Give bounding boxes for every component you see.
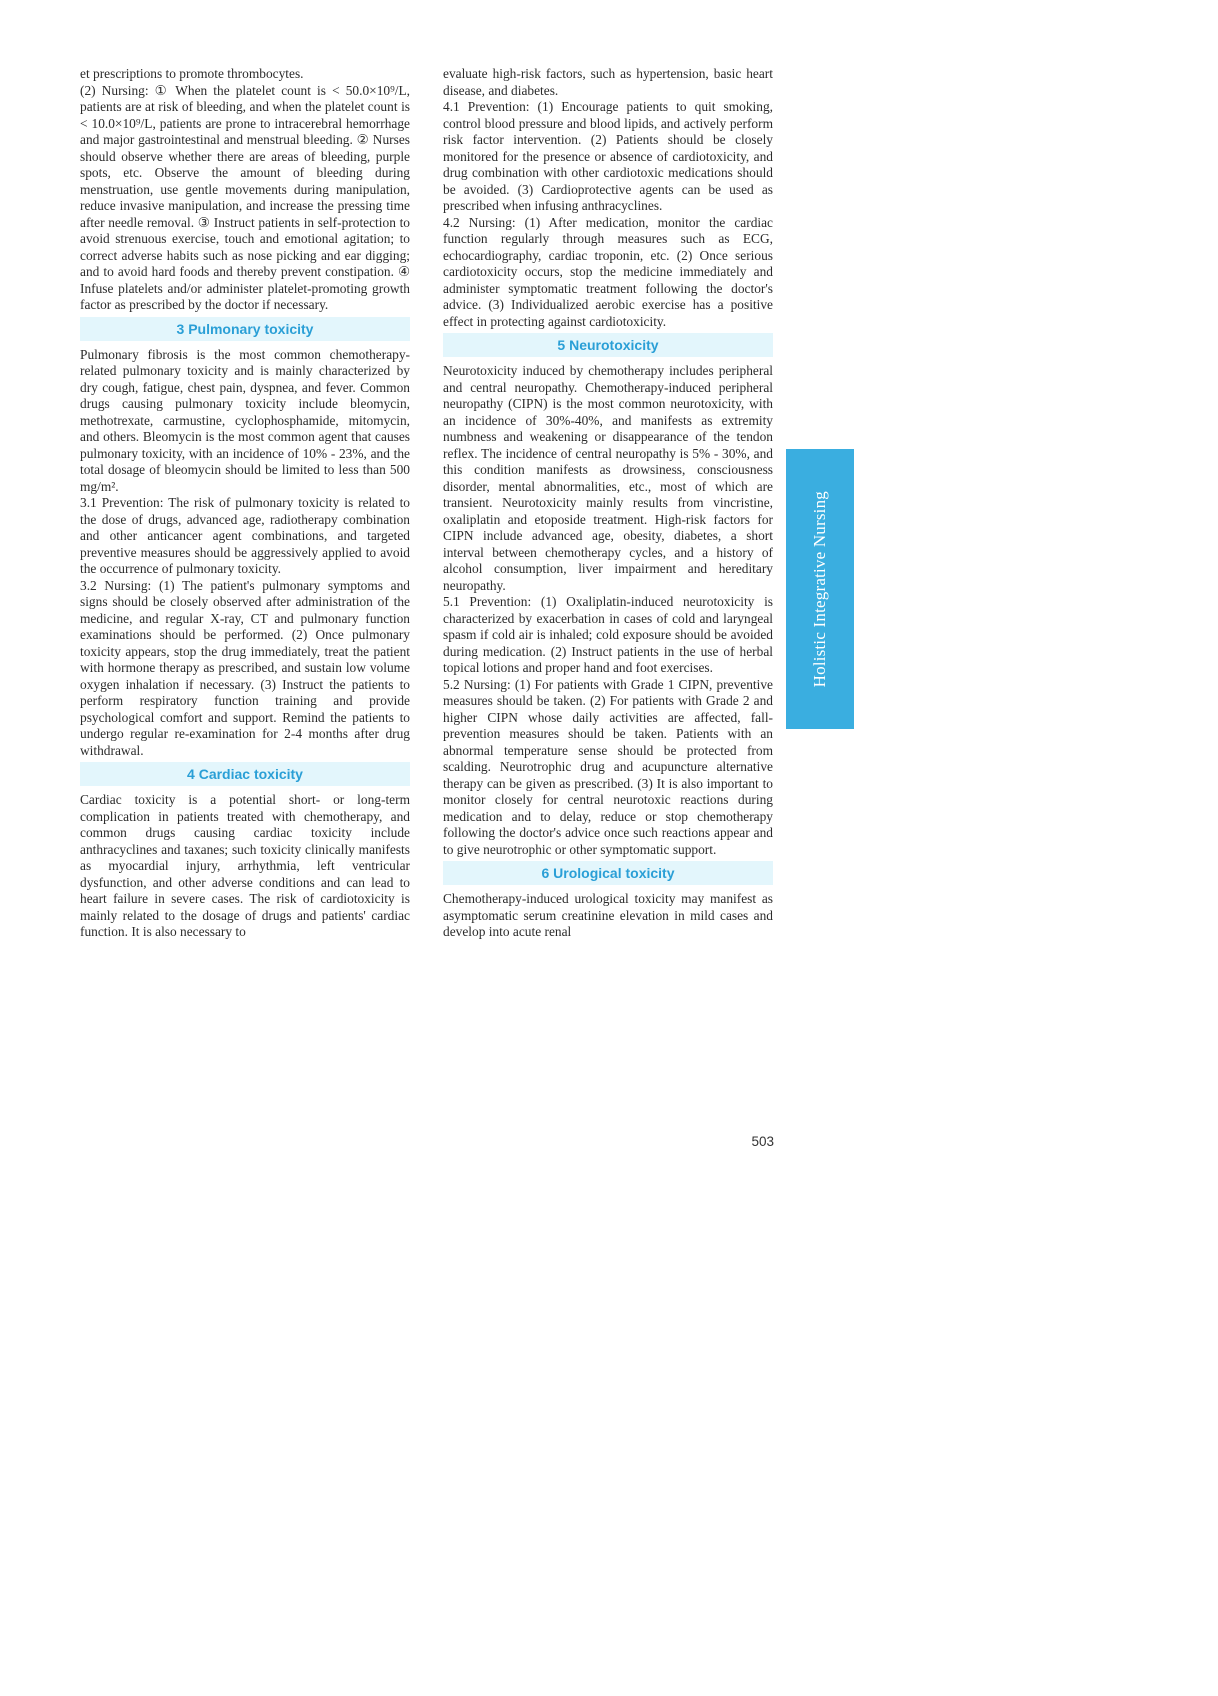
paragraph-pulmonary-prevention: 3.1 Prevention: The risk of pulmonary toxicity is related to the dose of drugs, advanced age, radiotherapy combination and other anticancer agent combinations, and targeted preventive measures should be aggressively applied to avoid the occurrence of pulmonary toxicity. — [80, 495, 410, 576]
section-heading-pulmonary-toxicity: 3 Pulmonary toxicity — [80, 317, 410, 341]
section-heading-cardiac-toxicity: 4 Cardiac toxicity — [80, 762, 410, 786]
paragraph-thrombocytes: et prescriptions to promote thrombocytes. — [80, 66, 304, 81]
paragraph-cardiac-nursing: 4.2 Nursing: (1) After medication, monitor the cardiac function regularly through measures such as ECG, echocardiography, cardiac troponin, etc. (2) Once serious cardiotoxicity occurs, stop the medicine immediately and administer symptomatic treatment following the doctor's advice. (3) Individualized aerobic exercise has a positive effect in protecting against cardiotoxicity. — [443, 214, 773, 329]
section-heading-urological-toxicity: 6 Urological toxicity — [443, 861, 773, 885]
paragraph-cardiac-risk: evaluate high-risk factors, such as hypertension, basic heart disease, and diabetes. — [443, 66, 773, 98]
paragraph-pulmonary-nursing: 3.2 Nursing: (1) The patient's pulmonary symptoms and signs should be closely observed after administration of the medicine, and regular X-ray, CT and pulmonary function examinations should be performed. (2) Once pulmonary toxicity appears, stop the drug immediately, treat the patient with hormone therapy as prescribed, and sustain low volume oxygen inhalation if necessary. (3) Instruct the patients to perform respiratory function training and provide psychological comfort and support. Remind the patients to undergo regular re-examination for 2-4 months after drug withdrawal. — [80, 577, 410, 758]
paragraph-cardiac-intro: Cardiac toxicity is a potential short- or long-term complication in patients treated with chemotherapy, and common drugs causing cardiac toxicity include anthracyclines and taxanes; such toxicity clinically manifests as myocardial injury, arrhythmia, left ventricular dysfunction, and other adverse conditions and can lead to heart failure in severe cases. The risk of cardiotoxicity is mainly related to the dosage of drugs and patients' cardiac function. It is also necessary to — [80, 792, 410, 939]
paragraph-platelet-nursing: (2) Nursing: ① When the platelet count is < 50.0×10⁹/L, patients are at risk of bleeding, and when the platelet count is < 10.0×10⁹/L, patients are prone to intracerebral hemorrhage and major gastrointestinal and menstrual bleeding. ② Nurses should observe whether there are areas of bleeding, purple spots, etc. Observe the amount of bleeding during menstruation, use gentle movements during manipulation, reduce invasive manipulation, and increase the pressing time after needle removal. ③ Instruct patients in self-protection to avoid strenuous exercise, touch and emotional agitation; to correct adverse habits such as nose picking and ear digging; and to avoid hard foods and thereby prevent constipation. ④ Infuse platelets and/or administer platelet-promoting growth factor as prescribed by the doctor if necessary. — [80, 82, 410, 312]
section-heading-neurotoxicity: 5 Neurotoxicity — [443, 333, 773, 357]
paragraph-cardiac-prevention: 4.1 Prevention: (1) Encourage patients to quit smoking, control blood pressure and blood lipids, and actively perform risk factor intervention. (2) Patients should be closely monitored for the presence or absence of cardiotoxicity, and drug combination with other cardiotoxic medications should be avoided. (3) Cardioprotective agents can be used as prescribed when infusing anthracyclines. — [443, 99, 773, 213]
paragraph-urological-intro: Chemotherapy-induced urological toxicity may manifest as asymptomatic serum creatinine elevation in mild cases and develop into acute renal — [443, 891, 773, 939]
side-tab-label: Holistic Integrative Nursing — [810, 490, 829, 688]
paragraph-pulmonary-intro: Pulmonary fibrosis is the most common chemotherapy-related pulmonary toxicity and is mainly characterized by dry cough, fatigue, chest pain, dyspnea, and fever. Common drugs causing pulmonary toxicity include bleomycin, methotrexate, carmustine, cyclophosphamide, mitomycin, and others. Bleomycin is the most common agent that causes pulmonary toxicity, with an incidence of 10% - 23%, and the total dosage of bleomycin should be limited to less than 500 mg/m². — [80, 346, 410, 494]
left-column — [80, 66, 410, 941]
paragraph-neuro-prevention: 5.1 Prevention: (1) Oxaliplatin-induced neurotoxicity is characterized by exacerbation in cases of cold and laryngeal spasm if cold air is inhaled; cold exposure should be avoided during medication. (2) Instruct patients in the use of herbal topical lotions and proper hand and foot exercises. — [443, 594, 773, 675]
paragraph-neuro-nursing: 5.2 Nursing: (1) For patients with Grade 1 CIPN, preventive measures should be taken. (2) For patients with Grade 2 and higher CIPN whose daily activities are affected, fall-prevention measures should be taken. Patients with an abnormal temperature sense should be protected from scalding. Neurotrophic drug and acupuncture alternative therapy can be given as prescribed. (3) It is also important to monitor closely for central neurotoxic reactions during medication and to delay, reduce or stop chemotherapy following the doctor's advice once such reactions appear and to give neurotrophic or other symptomatic support. — [443, 676, 773, 857]
paragraph-neuro-intro: Neurotoxicity induced by chemotherapy includes peripheral and central neuropathy. Chemotherapy-induced peripheral neuropathy (CIPN) is the most common neurotoxicity, with an incidence of 30%-40%, and manifests as extremity numbness and weakening or disappearance of the tendon reflex. The incidence of central neuropathy is 5% - 30%, and this condition manifests as drowsiness, consciousness disorder, mental abnormalities, etc., most of which are transient. Neurotoxicity mainly results from vincristine, oxaliplatin and etoposide treatment. High-risk factors for CIPN include advanced age, obesity, diabetes, a short interval between chemotherapy cycles, and a history of alcohol consumption, liver impairment and hereditary neuropathy. — [443, 363, 773, 593]
side-tab — [786, 449, 854, 729]
page-number: 503 — [751, 1134, 774, 1149]
right-column — [443, 66, 773, 941]
